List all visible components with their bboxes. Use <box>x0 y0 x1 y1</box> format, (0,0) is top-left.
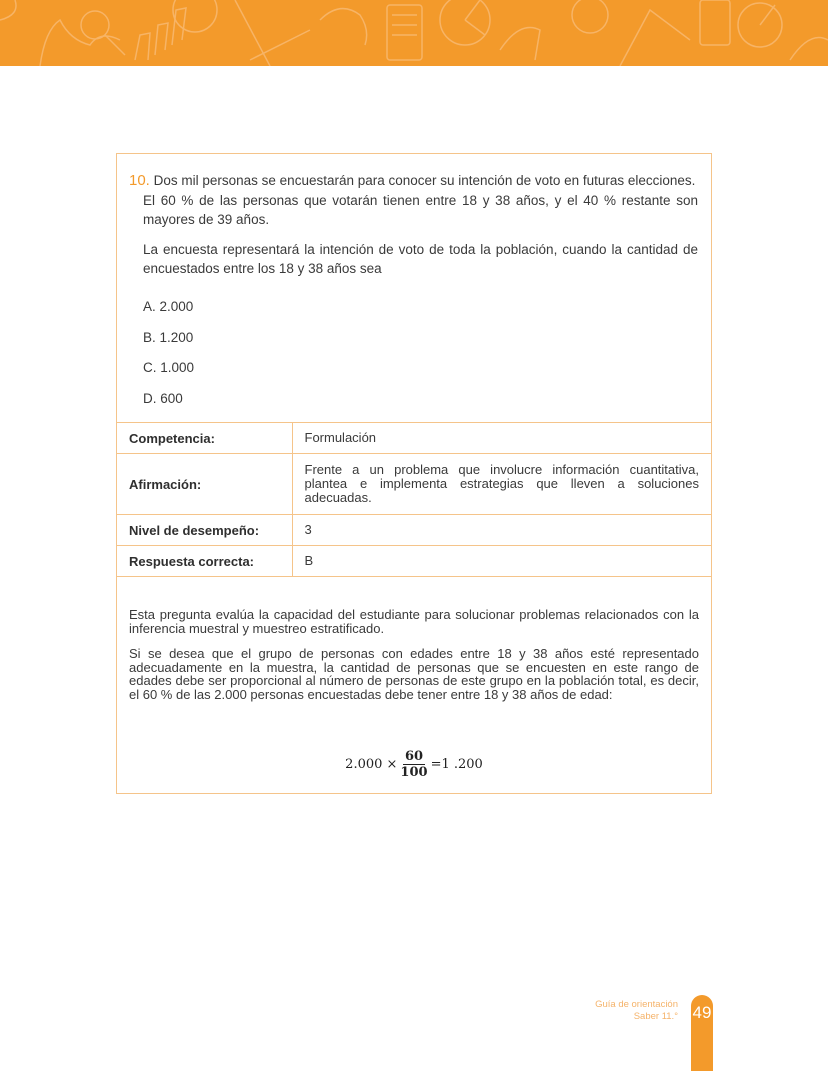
decorative-doodles-icon <box>0 0 828 66</box>
question-prompt: La encuesta representará la intención de voto de toda la población, cuando la cantidad de encuestados entre los 18 y 38 años sea <box>143 241 698 276</box>
row-key: Respuesta correcta: <box>117 546 292 577</box>
row-key: Afirmación: <box>117 454 292 515</box>
question-text-rest: El 60 % de las personas que votarán tienen entre 18 y 38 años, y el 40 % restante son mayores de 39 años. <box>143 192 698 227</box>
option-a: A. 2.000 <box>143 299 194 314</box>
row-value: Frente a un problema que involucre información cuantitativa, plantea e implementa estrategias que lleven a soluciones adecuadas. <box>292 454 711 515</box>
question-info-table <box>117 422 711 577</box>
footer-line2: Saber 11.° <box>633 1011 678 1022</box>
numerator: 60 <box>404 749 424 764</box>
question-number: 10. <box>129 172 150 189</box>
formula-right: =1 .200 <box>430 757 483 772</box>
table-row <box>117 454 711 515</box>
table-row <box>117 423 711 454</box>
option-c: C. 1.000 <box>143 360 195 375</box>
row-value: B <box>292 546 711 577</box>
page-number: 49 <box>691 995 713 1071</box>
option-b: B. 1.200 <box>143 329 194 345</box>
footer-line1: Guía de orientación <box>595 999 678 1010</box>
answer-options <box>143 299 194 421</box>
question-text-lead: Dos mil personas se encuestarán para conocer su intención de voto en futuras elecciones. <box>153 173 696 188</box>
row-value: Formulación <box>292 423 711 454</box>
explanation-p2: Si se desea que el grupo de personas con edades entre 18 y 38 años esté representado adecuadamente en la muestra, la cantidad de personas que se encuesten en este rango de edades debe ser proporcional al número de personas de este grupo en la población total, es decir, el 60 % de las 2.000 personas encuestadas debe tener entre 18 y 38 años de edad: <box>129 646 699 702</box>
explanation <box>129 608 699 713</box>
row-key: Nivel de desempeño: <box>117 515 292 546</box>
option-d: D. 600 <box>143 390 183 406</box>
denominator: 100 <box>400 765 428 780</box>
explanation-p1: Esta pregunta evalúa la capacidad del estudiante para solucionar problemas relacionados con la inferencia muestral y muestreo estratificado. <box>129 607 699 636</box>
formula-left: 2.000 × <box>345 757 398 772</box>
table-row <box>117 515 711 546</box>
footer-title <box>595 999 678 1023</box>
row-value: 3 <box>292 515 711 546</box>
formula-fraction <box>400 749 427 780</box>
row-key: Competencia: <box>117 423 292 454</box>
question-stem <box>117 171 711 279</box>
formula <box>117 749 711 780</box>
header-banner <box>0 0 828 66</box>
table-row <box>117 546 711 577</box>
question-box <box>116 153 712 794</box>
